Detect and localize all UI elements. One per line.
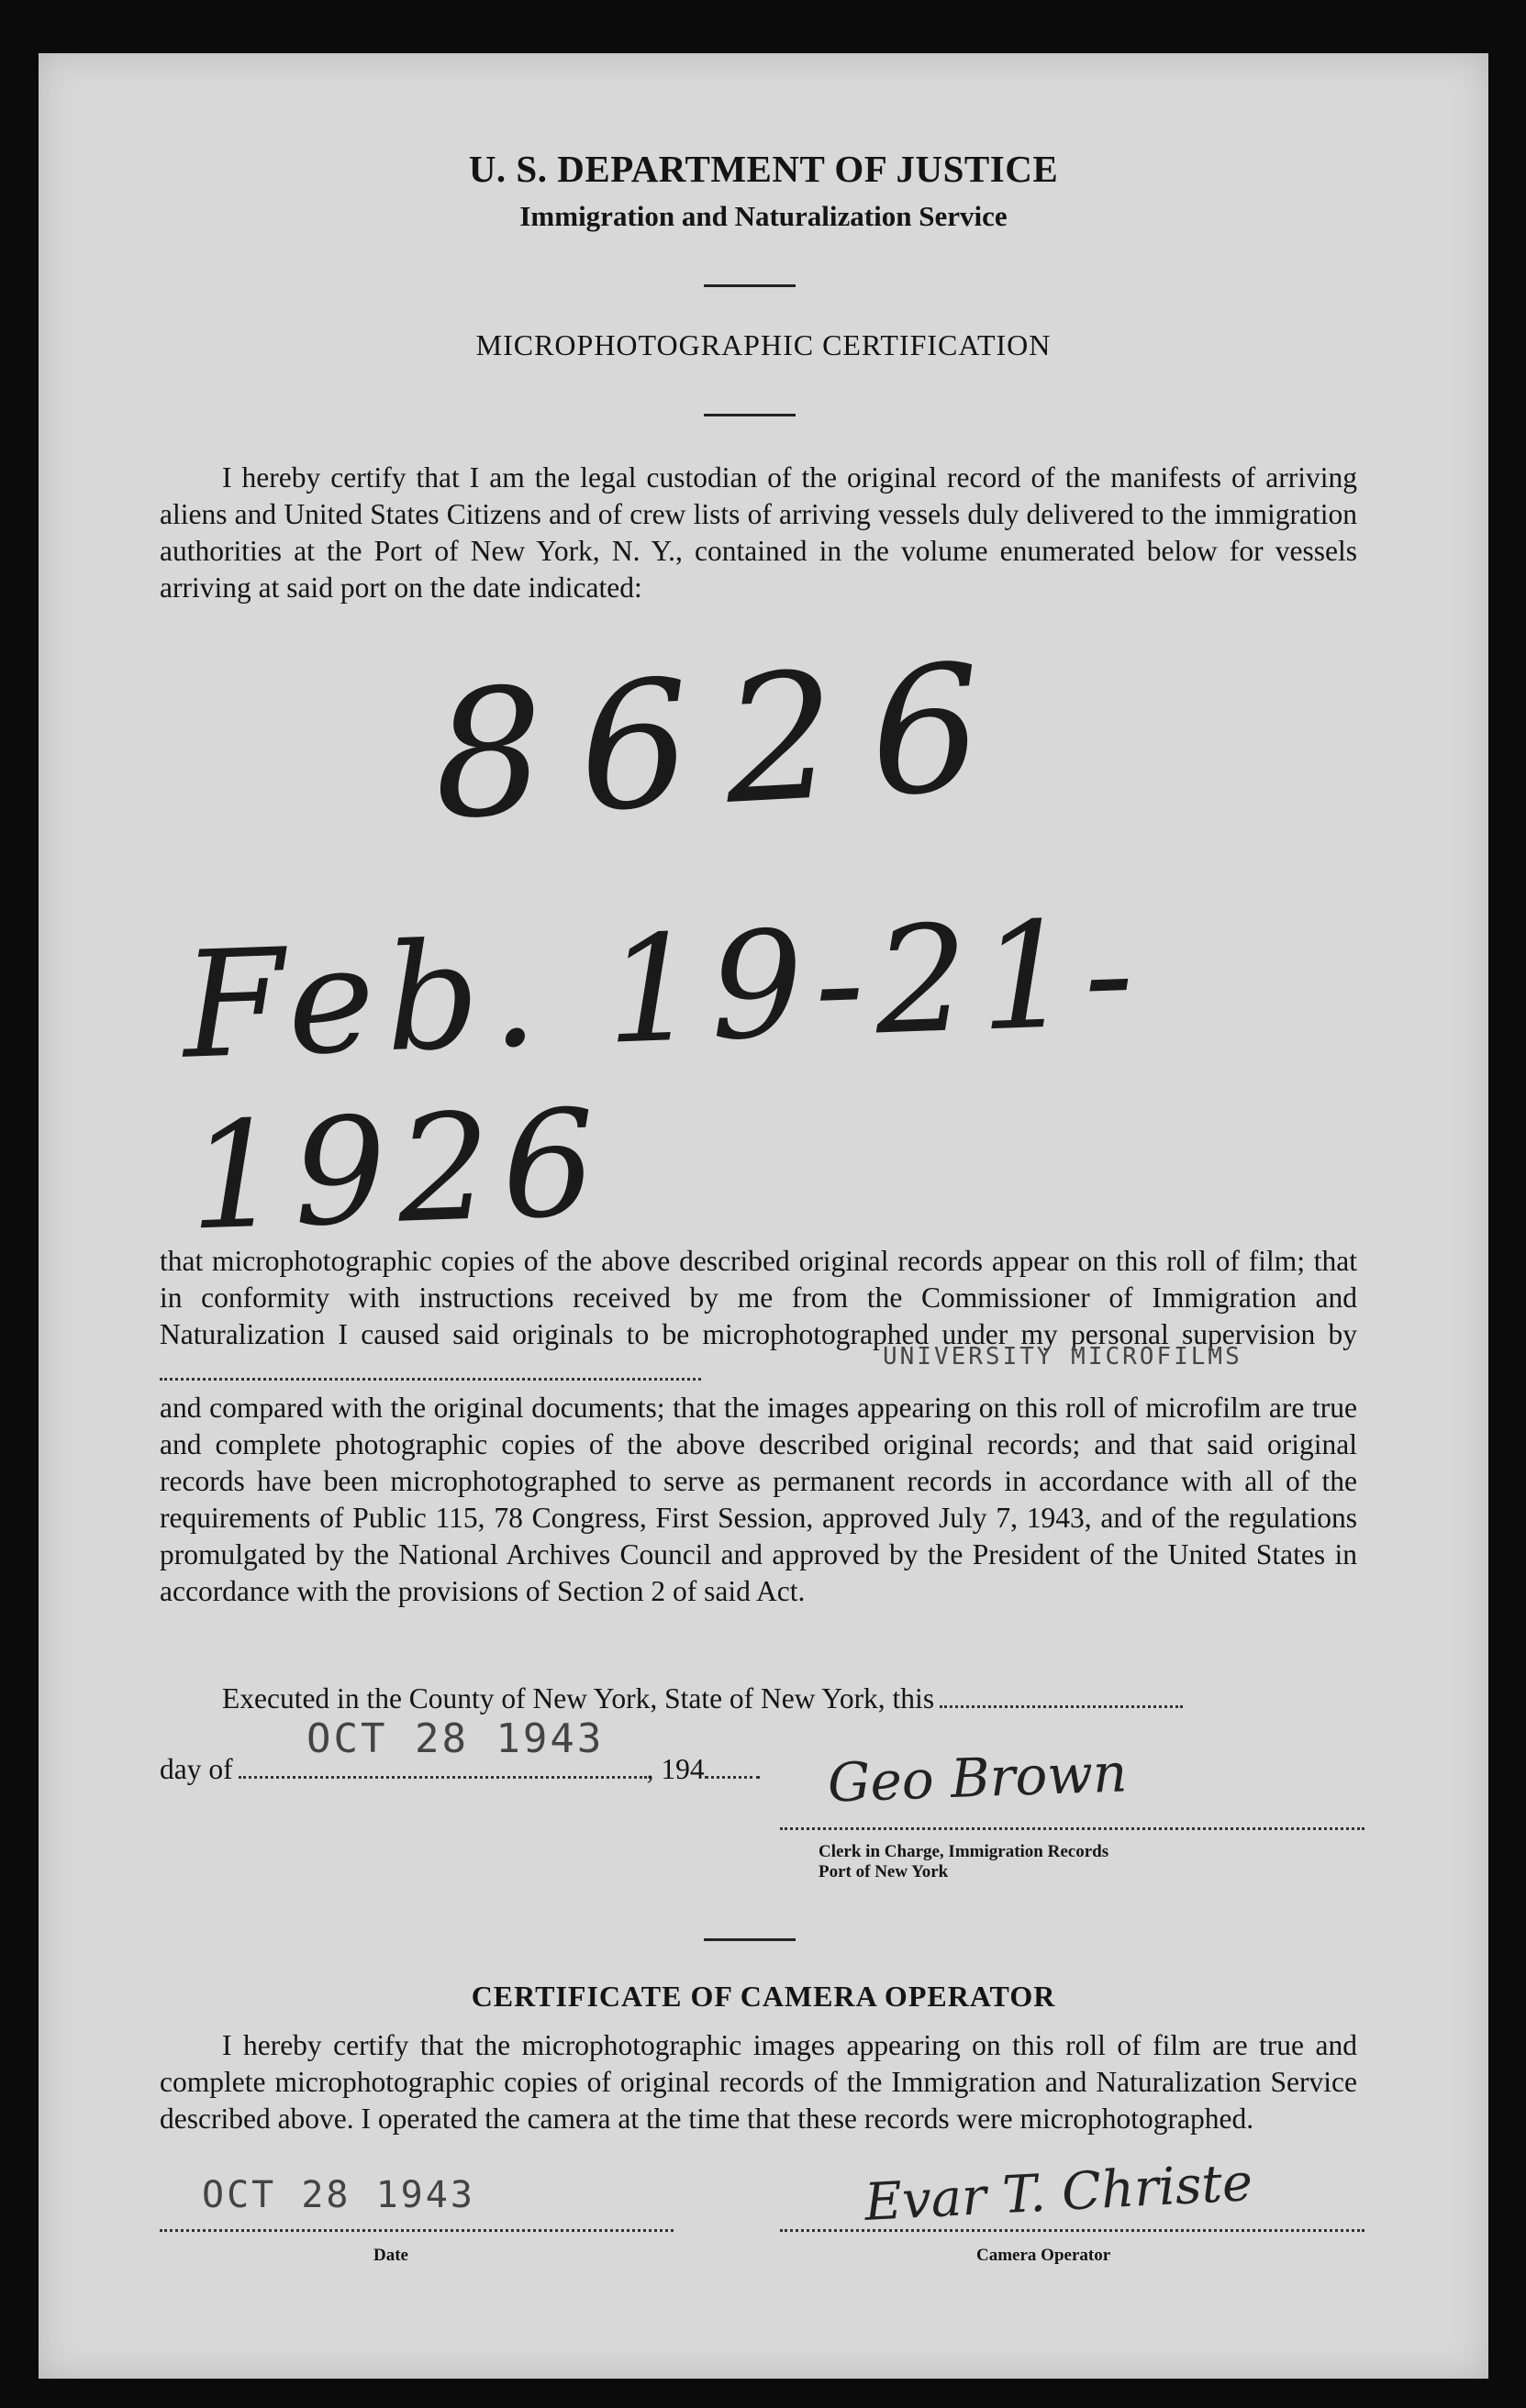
clerk-signature-line xyxy=(780,1827,1364,1830)
camera-date-stamp: OCT 28 1943 xyxy=(202,2174,475,2216)
year-fill-line xyxy=(705,1776,760,1779)
handwritten-volume-number: 8626 xyxy=(428,625,1021,859)
camera-certificate-paragraph xyxy=(160,2027,1357,2137)
operator-signature-line xyxy=(780,2229,1364,2232)
divider xyxy=(704,1938,796,1941)
date-signature-line xyxy=(160,2229,674,2232)
body-paragraph xyxy=(160,1243,1357,1610)
camera-certificate-text: I hereby certify that the microphotographic images appearing on this roll of film are true and complete microphotographic copies of original records of the Immigration and Naturalization Service described above. I operated the camera at the time that these records were microphotographed. xyxy=(160,2029,1357,2135)
executed-text: Executed in the County of New York, State of New York, this xyxy=(222,1682,935,1714)
day-of-label: day of xyxy=(160,1753,233,1785)
divider xyxy=(704,284,796,287)
executed-line xyxy=(222,1682,1183,1715)
camera-operator-signature: Evar T. Christe xyxy=(863,2152,1254,2234)
execution-date-stamp: OCT 28 1943 xyxy=(306,1715,605,1762)
department-heading: U. S. DEPARTMENT OF JUSTICE xyxy=(468,148,1059,190)
intro-text: I hereby certify that I am the legal custodian of the original record of the manifests of arriving aliens and United States Citizens and of crew lists of arriving vessels duly delivered to the immigration authorities at the Port of New York, N. Y., contained in the volume enumerated below for vessels arriving at said port on the date indicated: xyxy=(160,461,1357,604)
body-text-part2: and compared with the original documents; that the images appearing on this roll of microfilm are true and complete photographic copies of the above described original records; and that said original records have been microphotographed to serve as permanent records in accordance with all of the requirements of Public 115, 78 Congress, First Session, approved July 7, 1943, and of the regulations promulgated by the National Archives Council and approved by the President of the United States in accordance with the provisions of Section 2 of said Act. xyxy=(160,1392,1357,1607)
service-subheading: Immigration and Naturalization Service xyxy=(519,200,1008,232)
executed-fill-line xyxy=(940,1705,1183,1708)
clerk-title-line2: Port of New York xyxy=(819,1862,949,1881)
year-prefix: , 194 xyxy=(646,1753,705,1785)
clerk-signature: Geo Brown xyxy=(826,1741,1129,1814)
camera-certificate-heading: CERTIFICATE OF CAMERA OPERATOR xyxy=(471,1980,1056,2013)
clerk-title xyxy=(819,1842,1108,1882)
operator-label: Camera Operator xyxy=(976,2246,1111,2265)
intro-paragraph xyxy=(160,460,1357,606)
divider xyxy=(704,414,796,416)
day-fill-line xyxy=(239,1776,647,1779)
body-part1: that microphotographic copies of the above described original records appear on this roll of film; that in conformity with instructions received by me from the Commissioner of Immigration and Naturalization I caused said originals to be microphotographed under my personal supervision by xyxy=(160,1245,1357,1350)
certificate-page xyxy=(39,53,1488,2379)
clerk-title-line1: Clerk in Charge, Immigration Records xyxy=(819,1842,1109,1861)
supervisor-fill-line xyxy=(160,1378,701,1381)
form-title: MICROPHOTOGRAPHIC CERTIFICATION xyxy=(475,328,1052,361)
handwritten-date-range: Feb. 19-21-1926 xyxy=(179,886,1148,1263)
date-label: Date xyxy=(373,2246,408,2265)
supervisor-stamp: UNIVERSITY MICROFILMS xyxy=(883,1343,1242,1370)
